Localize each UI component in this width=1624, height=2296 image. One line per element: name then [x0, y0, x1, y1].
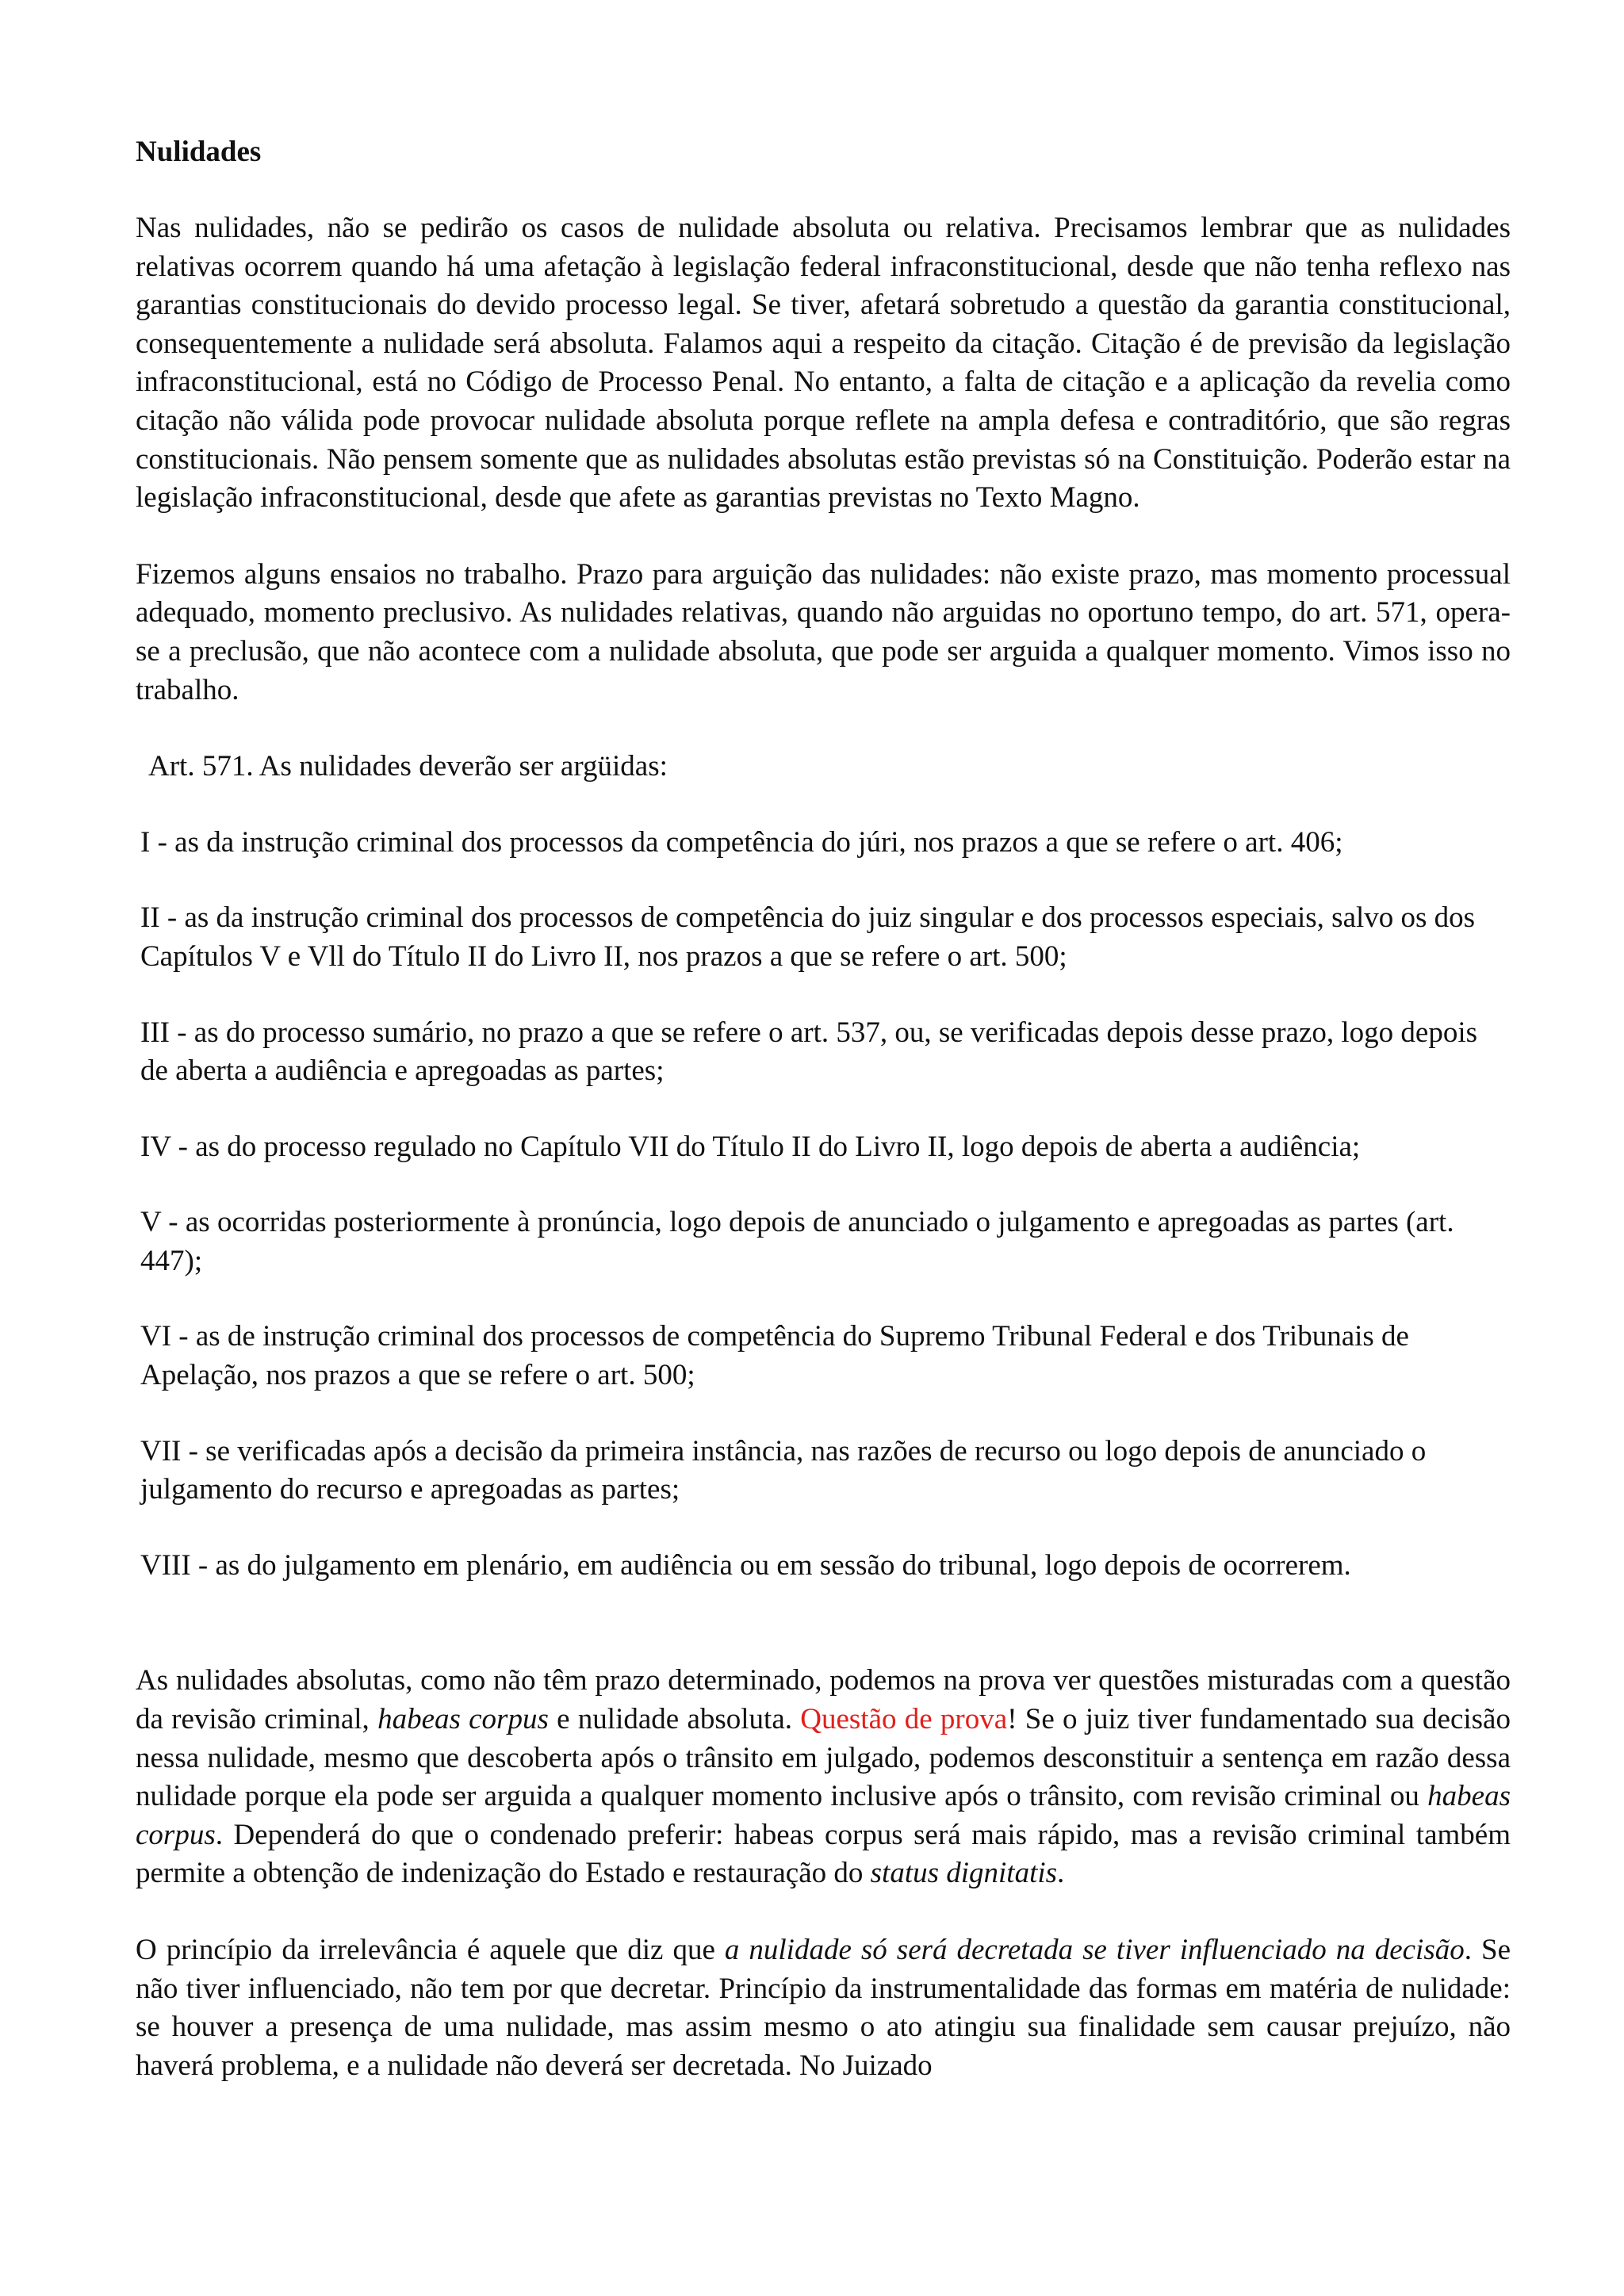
- article-item-ii: II - as da instrução criminal dos processos de competência do juiz singular e dos processos especiais, salvo os dos Capítulos V e Vll do Título II do Livro II, nos prazos a que se refere o art. 500;: [140, 901, 1476, 973]
- spacer: [136, 1622, 1511, 1662]
- article-item-i: I - as da instrução criminal dos processos da competência do júri, nos prazos a que se refere o art. 406;: [140, 825, 1343, 859]
- article-571-quote: [136, 748, 1511, 1585]
- italic-text: habeas corpus: [377, 1703, 549, 1736]
- article-item-viii: VIII - as do julgamento em plenário, em audiência ou em sessão do tribunal, logo depois de ocorrerem.: [140, 1548, 1351, 1582]
- text-run: e nulidade absoluta.: [548, 1703, 801, 1736]
- italic-text: habeas corpus: [136, 1780, 1511, 1851]
- text-run: . Se não tiver influenciado, não tem por que decretar. Princípio da instrumentalidade das formas em matéria de nulidade: se houver a presença de uma nulidade, mas assim mesmo o ato atingiu sua finalidade sem causar prejuízo, não haverá problema, e a nulidade não deverá ser decretada. No Juizado: [136, 1934, 1511, 2082]
- article-item-iii: III - as do processo sumário, no prazo a que se refere o art. 537, ou, se verificadas depois desse prazo, logo depois de aberta a audiência e apregoadas as partes;: [140, 1016, 1478, 1088]
- highlight-questao-de-prova: Questão de prova: [800, 1703, 1008, 1736]
- paragraph-nulidades-absolutas: [136, 1662, 1511, 1893]
- text-run: O princípio da irrelevância é aquele que diz que: [136, 1934, 725, 1966]
- italic-text: status dignitatis: [870, 1857, 1058, 1890]
- paragraph-nulidades-intro: Nas nulidades, não se pedirão os casos de nulidade absoluta ou relativa. Precisamos lembrar que as nulidades relativas ocorrem quando há uma afetação à legislação federal infraconstitucional, desde que não tenha reflexo nas garantias constitucionais do devido processo legal. Se tiver, afetará sobretudo a questão da garantia constitucional, consequentemente a nulidade será absoluta. Falamos aqui a respeito da citação. Citação é de previsão da legislação infraconstitucional, está no Código de Processo Penal. No entanto, a falta de citação e a aplicação da revelia como citação não válida pode provocar nulidade absoluta porque reflete na ampla defesa e contraditório, que são regras constitucionais. Não pensem somente que as nulidades absolutas estão previstas só na Constituição. Poderão estar na legislação infraconstitucional, desde que afete as garantias previstas no Texto Magno.: [136, 212, 1511, 515]
- text-run: . Dependerá do que o condenado preferir: habeas corpus será mais rápido, mas a revisão criminal também permite a obtenção de indenização do Estado e restauração do: [136, 1818, 1511, 1890]
- paragraph-prazo-arguicao: Fizemos alguns ensaios no trabalho. Prazo para arguição das nulidades: não existe prazo, mas momento processual adequado, momento preclusivo. As nulidades relativas, quando não arguidas no oportuno tempo, do art. 571, opera-se a preclusão, que não acontece com a nulidade absoluta, que pode ser arguida a qualquer momento. Vimos isso no trabalho.: [136, 557, 1511, 706]
- document-title: Nulidades: [136, 136, 262, 168]
- paragraph-principio-irrelevancia: [136, 1931, 1511, 2085]
- article-item-vi: VI - as de instrução criminal dos processos de competência do Supremo Tribunal Federal e dos Tribunais de Apelação, nos prazos a que se refere o art. 500;: [140, 1320, 1409, 1392]
- italic-text: a nulidade só será decretada se tiver influenciado na decisão: [724, 1934, 1465, 1966]
- text-run: As nulidades absolutas, como não têm prazo determinado, podemos na prova ver questões misturadas com a questão da revisão criminal,: [136, 1664, 1511, 1736]
- article-heading: Art. 571. As nulidades deverão ser argüidas:: [148, 750, 668, 783]
- article-item-vii: VII - se verificadas após a decisão da primeira instância, nas razões de recurso ou logo depois de anunciado o julgamento do recurso e apregoadas as partes;: [140, 1434, 1427, 1506]
- text-run: ! Se o juiz tiver fundamentado sua decisão nessa nulidade, mesmo que descoberta após o trânsito em julgado, podemos desconstituir a sentença em razão dessa nulidade porque ela pode ser arguida a qualquer momento inclusive após o trânsito, com revisão criminal ou: [136, 1703, 1511, 1813]
- article-item-iv: IV - as do processo regulado no Capítulo VII do Título II do Livro II, logo depois de aberta a audiência;: [140, 1130, 1361, 1163]
- article-item-v: V - as ocorridas posteriormente à pronúncia, logo depois de anunciado o julgamento e apregoadas as partes (art. 447);: [140, 1206, 1454, 1277]
- document-page: [136, 133, 1511, 2123]
- text-run: .: [1057, 1857, 1065, 1890]
